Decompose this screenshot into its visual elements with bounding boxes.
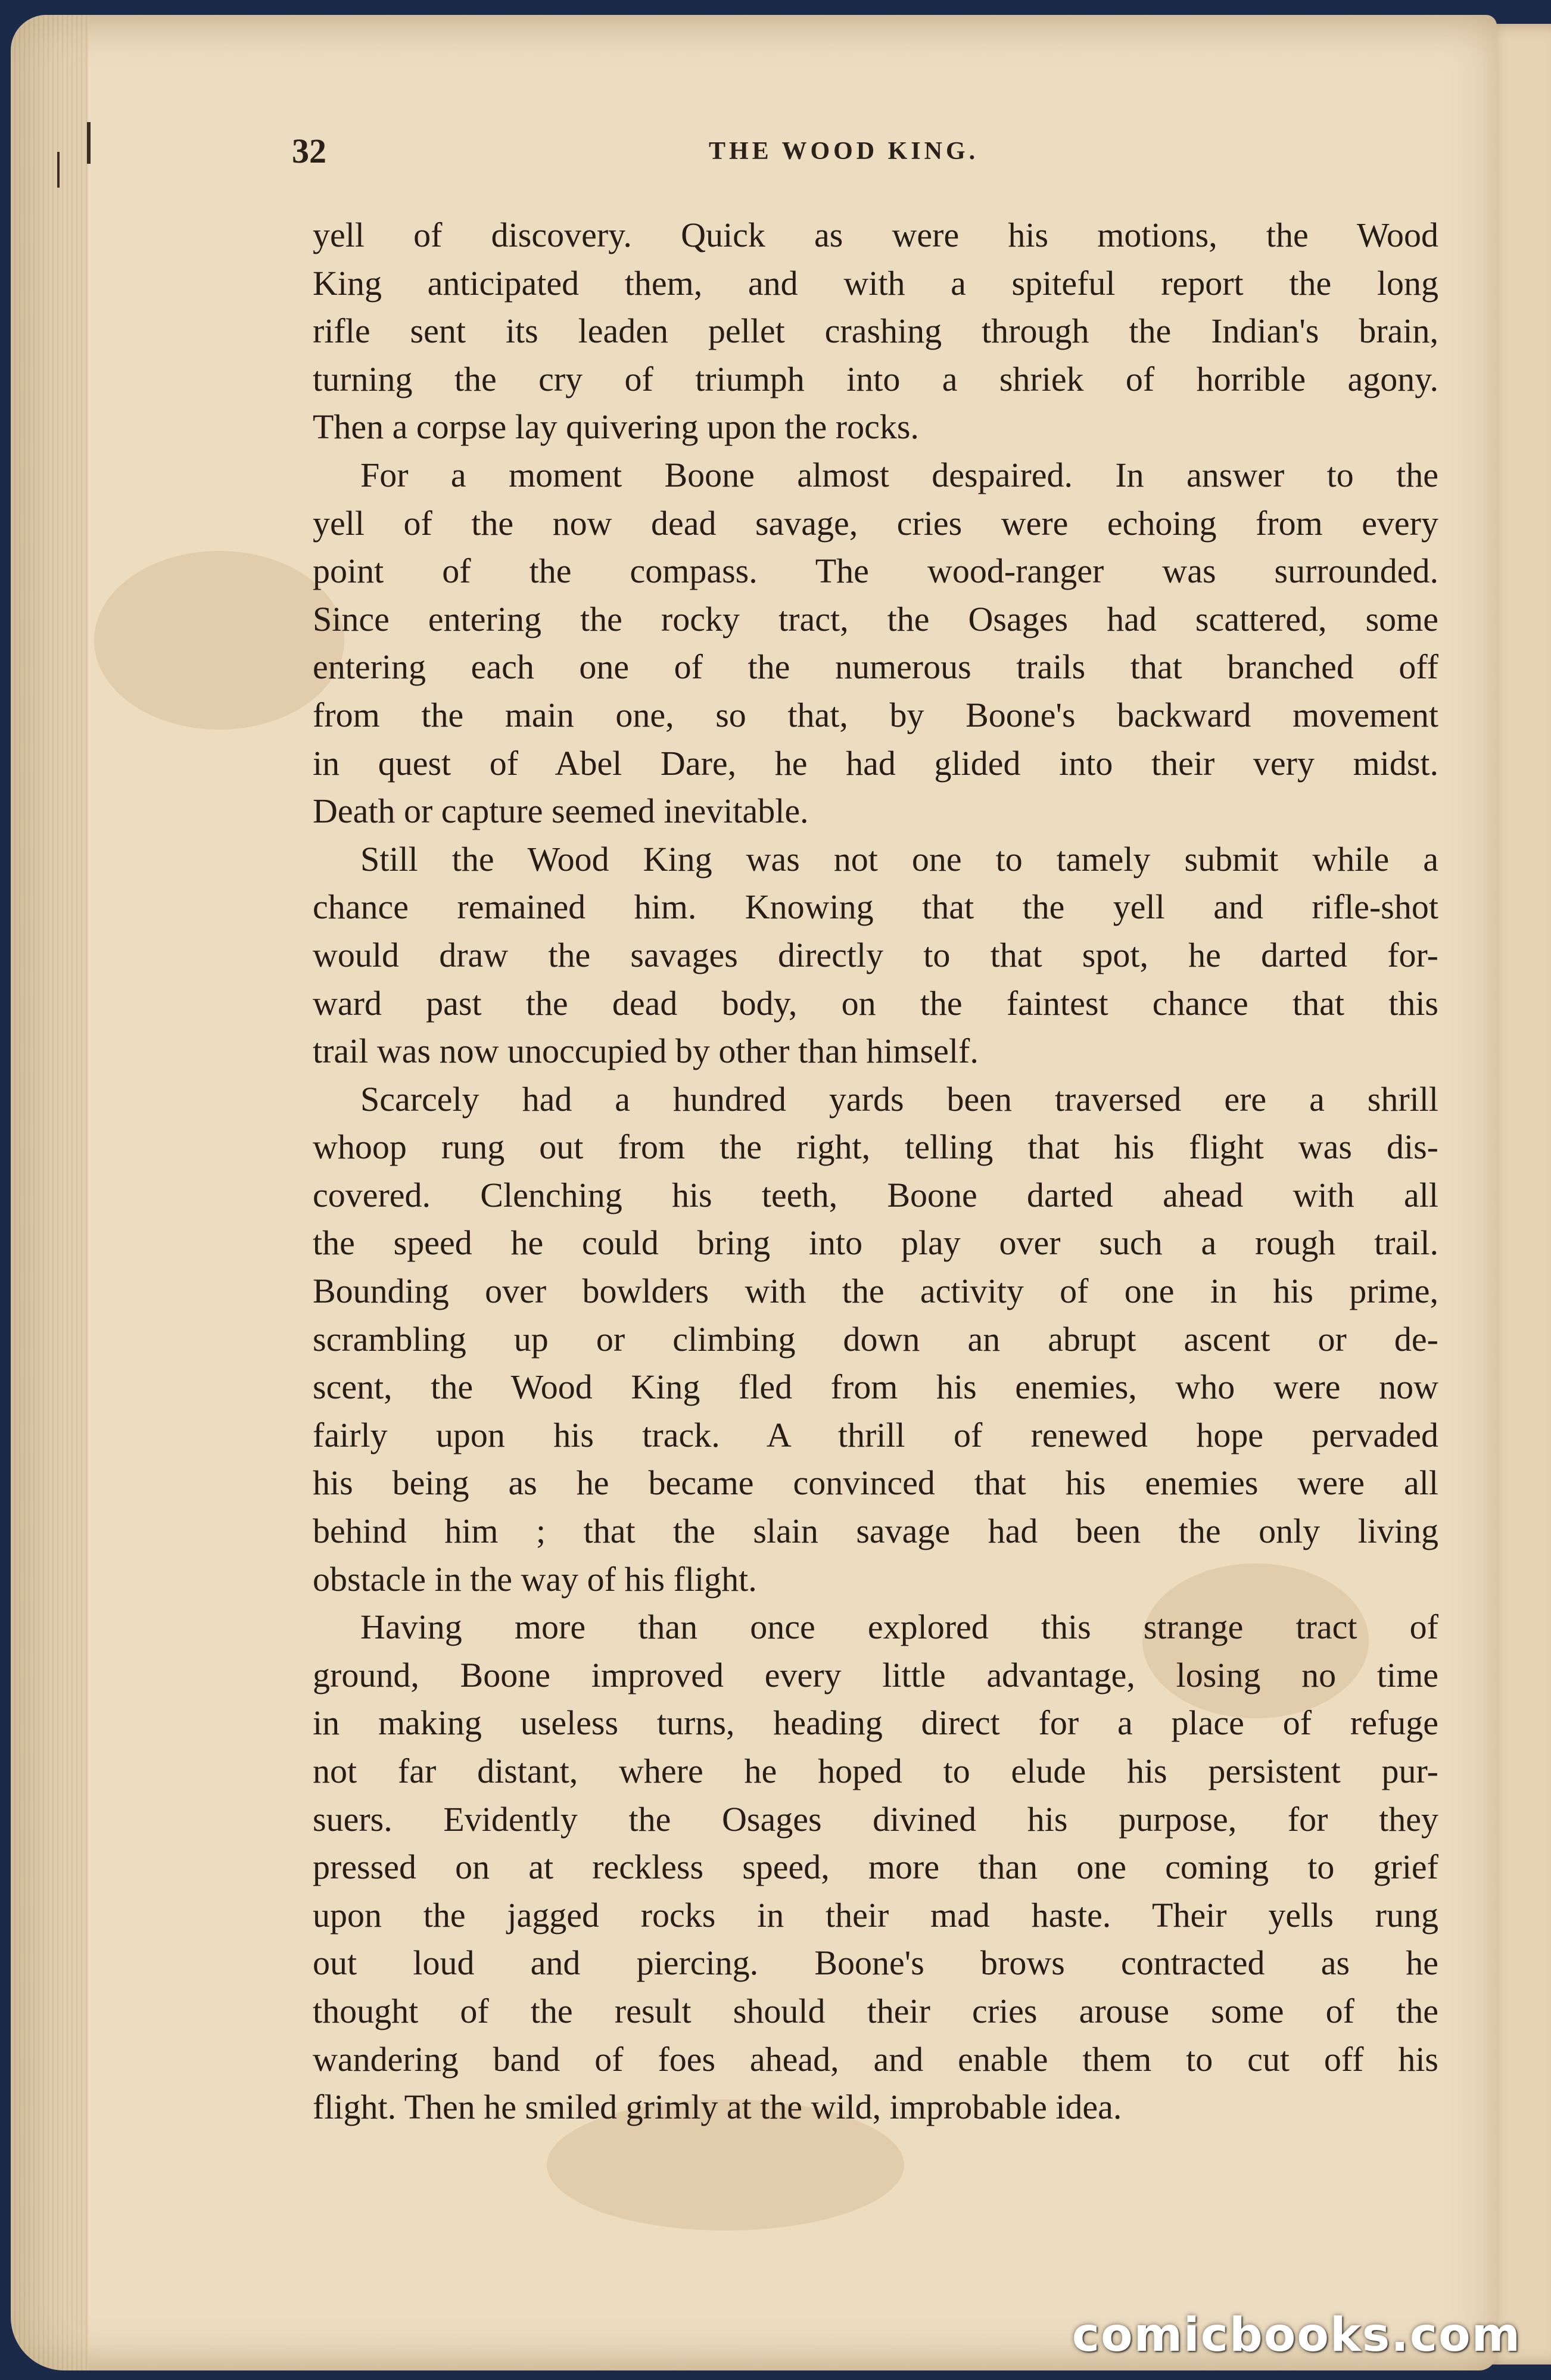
page-header [292, 131, 1435, 179]
text-line: For a moment Boone almost despaired. In answer to the [360, 455, 1438, 494]
page-number: 32 [292, 132, 326, 170]
text-line: Still the Wood King was not one to tamely submit while a [360, 839, 1438, 879]
text-line: the speed he could bring into play over such a rough trail. [313, 1223, 1438, 1263]
text-line: obstacle in the way of his flight. [313, 1559, 757, 1599]
paragraph [313, 1076, 1438, 1604]
text-line: Death or capture seemed inevitable. [313, 792, 809, 831]
running-head: THE WOOD KING. [709, 138, 979, 165]
paragraph [313, 211, 1438, 451]
text-line: rifle sent its leaden pellet crashing through the Indian's brain, [313, 311, 1438, 351]
text-line: Bounding over bowlders with the activity of one in his prime, [313, 1272, 1438, 1311]
text-line: would draw the savages directly to that spot, he darted for- [313, 935, 1438, 974]
text-line: turning the cry of triumph into a shriek of horrible agony. [313, 359, 1438, 398]
binding-mark [57, 152, 60, 188]
text-line: wandering band of foes ahead, and enable them to cut off his [313, 2039, 1438, 2079]
paragraph [313, 1603, 1438, 2132]
watermark: comicbooks.com [1072, 2309, 1521, 2362]
text-line: covered. Clenching his teeth, Boone darted ahead with all [313, 1175, 1438, 1214]
text-line: trail was now unoccupied by other than himself. [313, 1032, 979, 1071]
text-line: ground, Boone improved every little advantage, losing no time [313, 1655, 1438, 1694]
body-text [313, 211, 1438, 2132]
text-line: King anticipated them, and with a spiteful report the long [313, 263, 1438, 303]
paper-stain [94, 551, 344, 730]
text-line: point of the compass. The wood-ranger was surrounded. [313, 552, 1438, 591]
paragraph [313, 836, 1438, 1076]
text-line: upon the jagged rocks in their mad haste. Their yells rung [313, 1895, 1438, 1934]
page-edge-stack [11, 15, 88, 2370]
text-line: Since entering the rocky tract, the Osages had scattered, some [313, 599, 1438, 638]
text-line: Having more than once explored this strange tract of [360, 1608, 1438, 1647]
text-line: yell of the now dead savage, cries were echoing from every [313, 503, 1438, 543]
text-line: not far distant, where he hoped to elude his persistent pur- [313, 1752, 1438, 1790]
text-line: his being as he became convinced that his enemies were all [313, 1463, 1438, 1503]
text-line: entering each one of the numerous trails that branched off [313, 647, 1438, 687]
text-line: flight. Then he smiled grimly at the wild, improbable idea. [313, 2088, 1122, 2127]
text-line: chance remained him. Knowing that the yell and rifle-shot [313, 887, 1438, 927]
text-line: pressed on at reckless speed, more than one coming to grief [313, 1848, 1438, 1887]
text-line: Then a corpse lay quivering upon the rocks. [313, 407, 919, 447]
binding-mark [87, 122, 91, 164]
text-line: in making useless turns, heading direct for a place of refuge [313, 1703, 1438, 1743]
text-line: scent, the Wood King fled from his enemies, who were now [313, 1367, 1438, 1407]
text-line: out loud and piercing. Boone's brows contracted as he [313, 1943, 1438, 1983]
text-line: from the main one, so that, by Boone's backward movement [313, 695, 1438, 734]
text-line: in quest of Abel Dare, he had glided into their very midst. [313, 743, 1438, 783]
text-line: yell of discovery. Quick as were his motions, the Wood [313, 216, 1438, 254]
text-line: ward past the dead body, on the faintest chance that this [313, 983, 1438, 1023]
text-line: whoop rung out from the right, telling that his flight was dis- [313, 1127, 1438, 1167]
text-line: suers. Evidently the Osages divined his purpose, for they [313, 1799, 1438, 1839]
text-line: Scarcely had a hundred yards been traversed ere a shrill [360, 1079, 1438, 1119]
text-line: thought of the result should their cries arouse some of the [313, 1991, 1438, 2030]
text-line: fairly upon his track. A thrill of renewed hope pervaded [313, 1415, 1438, 1454]
text-line: scrambling up or climbing down an abrupt ascent or de- [313, 1319, 1438, 1359]
paragraph [313, 451, 1438, 836]
text-line: behind him ; that the slain savage had been the only living [313, 1512, 1438, 1551]
